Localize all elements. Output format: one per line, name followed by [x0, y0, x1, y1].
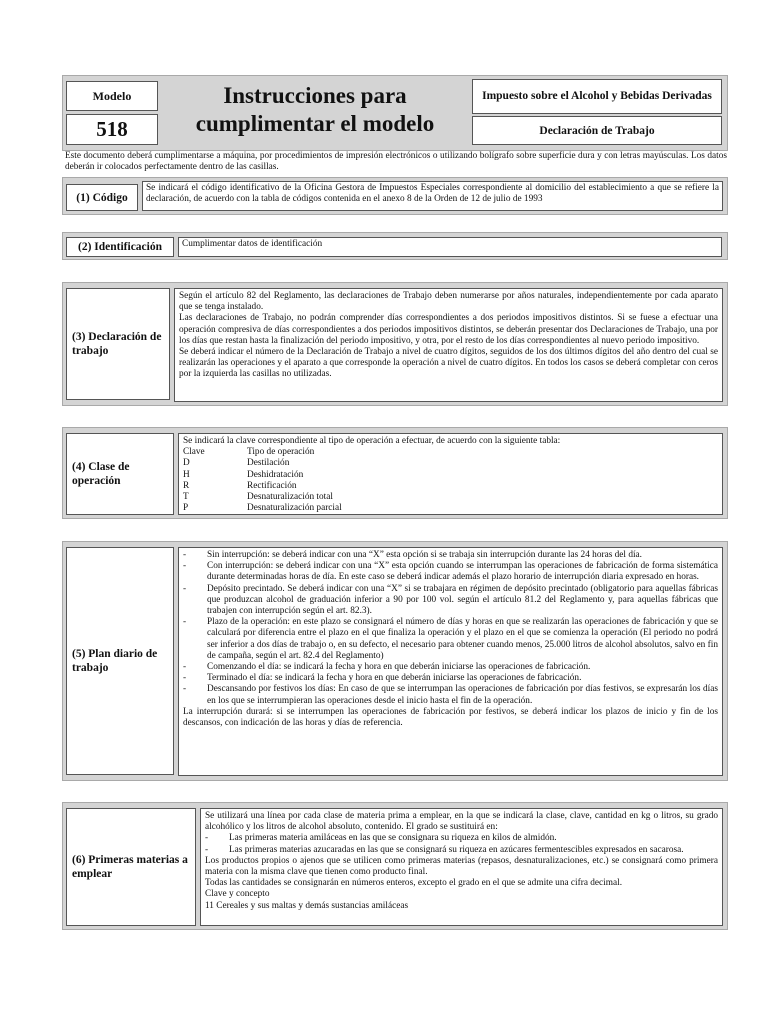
row-key: R — [183, 480, 190, 491]
section-6-paragraph-4: Clave y concepto — [205, 889, 270, 900]
page-title-line1: Instrucciones para — [223, 83, 407, 108]
list-item: - Descansando por festivos los días: En caso de que se interrumpan las operaciones de fabricación por días festivos, se expresarán los días en los que se interrumpieran las operaciones desde el inicio hasta el fin de la operación. — [183, 684, 718, 706]
section-6-label-box — [66, 808, 196, 926]
intro-text: Este documento deberá cumplimentarse a máquina, por procedimientos de impresión electrónicos o utilizando bolígrafo sobre superficie dura y con letras mayúsculas. Los datos deberán ir colocados perfectamente dentro de las casillas. — [65, 151, 727, 173]
list-item: - Con interrupción: se deberá indicar con una “X” esta opción cuando se interrumpan las operaciones de fabricación de forma sistemática durante determinadas horas de día. En este caso se deberá indicar además el plazo horario de interrupción diaria expresado en horas. — [183, 561, 718, 583]
list-item: - Comenzando el día: se indicará la fecha y hora en que deberán iniciarse las operaciones de fabricación. — [183, 662, 591, 673]
section-3-label: (3) Declaración de trabajo — [72, 331, 162, 357]
section-5-label-box — [66, 547, 174, 775]
section-1-label: (1) Código — [76, 191, 128, 204]
page-title — [162, 82, 468, 144]
section-1-label-box — [66, 184, 138, 211]
materials-bullet-list — [205, 833, 718, 855]
section-3-paragraph-2: Las declaraciones de Trabajo, no podrán comprender días correspondientes a dos periodos impositivos distintos. Si se fuese a efectuar una operación compresiva de días correspondientes a dos periodos impositivos distintos, se deberán presentar dos Declaraciones de Trabajo, una por los días que restan hasta la finalización del periodo impositivo, y otra, por el resto de los días correspondientes al nuevo periodo impositivo. — [179, 313, 718, 346]
col-tipo: Tipo de operación — [247, 447, 315, 458]
section-1-text: Se indicará el código identificativo de la Oficina Gestora de Impuestos Especiales correspondiente al domicilio del establecimiento a que se refiere la declaración, de acuerdo con la tabla de códigos contenida en el anexo 8 de la Orden de 12 de julio de 1993 — [142, 181, 723, 211]
list-item: - Depósito precintado. Se deberá indicar con una “X” si se trabajara en régimen de depósito precintado (obligatorio para aquellas fábricas que produzcan alcohol de graduación inferior a 90 por 100 vol. según el artículo 81.2 del Reglamento y, para aquellas fábricas que trabajen con interrupción según el art. 82.3). — [183, 583, 718, 617]
section-6-paragraph-3: Todas las cantidades se consignarán en números enteros, excepto el grado en el que se admite una cifra decimal. — [205, 878, 623, 889]
page-title-line2: cumplimentar el modelo — [195, 111, 435, 136]
section-4-text-box — [178, 433, 723, 515]
list-item: - Sin interrupción: se deberá indicar con una “X” esta opción si se trabaja sin interrupción durante las 24 horas del día. — [183, 550, 643, 560]
modelo-label: Modelo — [92, 88, 132, 103]
declaration-title: Declaración de Trabajo — [539, 124, 655, 137]
section-5-closing: La interrupción durará: si se interrumpen las operaciones de fabricación por festivos, se deberá indicar los plazos de inicio y fin de los descansos, con indicación de las horas y días de referencia. — [183, 706, 718, 729]
row-value: Desnaturalización total — [247, 492, 333, 503]
row-key: D — [183, 458, 190, 469]
section-3-text-box — [174, 288, 723, 402]
section-6-label: (6) Primeras materias a emplear — [72, 854, 188, 880]
section-3-paragraph-1: Según el artículo 82 del Reglamento, las declaraciones de Trabajo deben numerarse por años naturales, independientemente por cada aparato que se tenga instalado. — [179, 291, 718, 313]
list-item: - Plazo de la operación: en este plazo se consignará el número de días y horas en que se realizarán las operaciones de fabricación y que se calculará por diferencia entre el plazo en el que finaliza la operación y el plazo en el que se comienza la operación (El periodo no podrá ser inferior a dos días de trabajo o, en su defecto, el necesario para obtener cuando menos, 25.000 litros de alcohol absolutos, salvo en fin de campaña, según el art. 82.4 del Reglamento) — [183, 617, 718, 661]
section-6-paragraph-2: Los productos propios o ajenos que se utilicen como primeras materias (repasos, desnaturalizaciones, etc.) se consignará como primera materia con la misma clave que tienen como producto final. — [205, 855, 718, 878]
row-key: P — [183, 503, 189, 514]
modelo-number: 518 — [96, 117, 128, 141]
row-value: Deshidratación — [247, 469, 304, 480]
row-value: Rectificación — [247, 480, 297, 491]
section-4-label: (4) Clase de operación — [72, 461, 130, 487]
list-item: - Las primeras materias azucaradas en las que se consignará su riqueza en azúcares fermentescibles expresados en sacarosa. — [205, 844, 684, 855]
table-row — [183, 458, 718, 469]
section-4-intro: Se indicará la clave correspondiente al tipo de operación a efectuar, de acuerdo con la siguiente tabla: — [183, 436, 561, 446]
tax-name-box — [472, 79, 722, 114]
section-2-label-box — [66, 237, 174, 257]
section-3-paragraph-3: Se deberá indicar el número de la Declaración de Trabajo a nivel de cuatro dígitos, seguidos de los dos últimos dígitos del año dentro del cual se realizarán las operaciones y el aparato a que corresponde la operación a nivel de cuatro dígitos. En todos los casos se deberá completar con ceros por la izquierda las casillas no utilizadas. — [179, 347, 718, 380]
section-2-label: (2) Identificación — [77, 241, 162, 253]
plan-bullet-list — [183, 550, 718, 707]
declaration-box — [472, 116, 722, 145]
modelo-number-box — [66, 114, 158, 145]
row-key: H — [183, 469, 190, 480]
section-2-text: Cumplimentar datos de identificación — [178, 237, 722, 257]
section-5-label: (5) Plan diario de trabajo — [72, 648, 158, 674]
section-3-label-box — [66, 288, 170, 400]
section-4-label-box — [66, 433, 174, 515]
row-value: Destilación — [247, 458, 290, 469]
row-key: T — [183, 492, 189, 503]
section-6-text-box — [200, 808, 723, 926]
row-value: Desnaturalización parcial — [247, 503, 342, 514]
table-row — [183, 481, 718, 492]
operation-table-header — [183, 447, 718, 458]
list-item: - Terminado el día: se indicará la fecha y hora en que deberán iniciarse las operaciones de fabricación. — [183, 673, 582, 684]
col-clave: Clave — [183, 447, 205, 458]
tax-name: Impuesto sobre el Alcohol y Bebidas Derivadas — [482, 90, 712, 102]
section-6-paragraph-5: 11 Cereales y sus maltas y demás sustancias amiláceas — [205, 900, 409, 911]
table-row — [183, 470, 718, 481]
list-item: - Las primeras materia amiláceas en las que se consignara su riqueza en kilos de almidón. — [205, 833, 557, 844]
section-5-text-box — [178, 547, 723, 776]
table-row — [183, 492, 718, 503]
section-6-paragraph-1: Se utilizará una línea por cada clase de materia prima a emplear, en la que se indicará la clase, clave, cantidad en kg o litros, su grado alcohólico y los litros de alcohol absoluto, contenido. El grado se sustituirá en: — [205, 811, 718, 833]
modelo-label-box — [66, 81, 158, 111]
table-row — [183, 503, 718, 514]
